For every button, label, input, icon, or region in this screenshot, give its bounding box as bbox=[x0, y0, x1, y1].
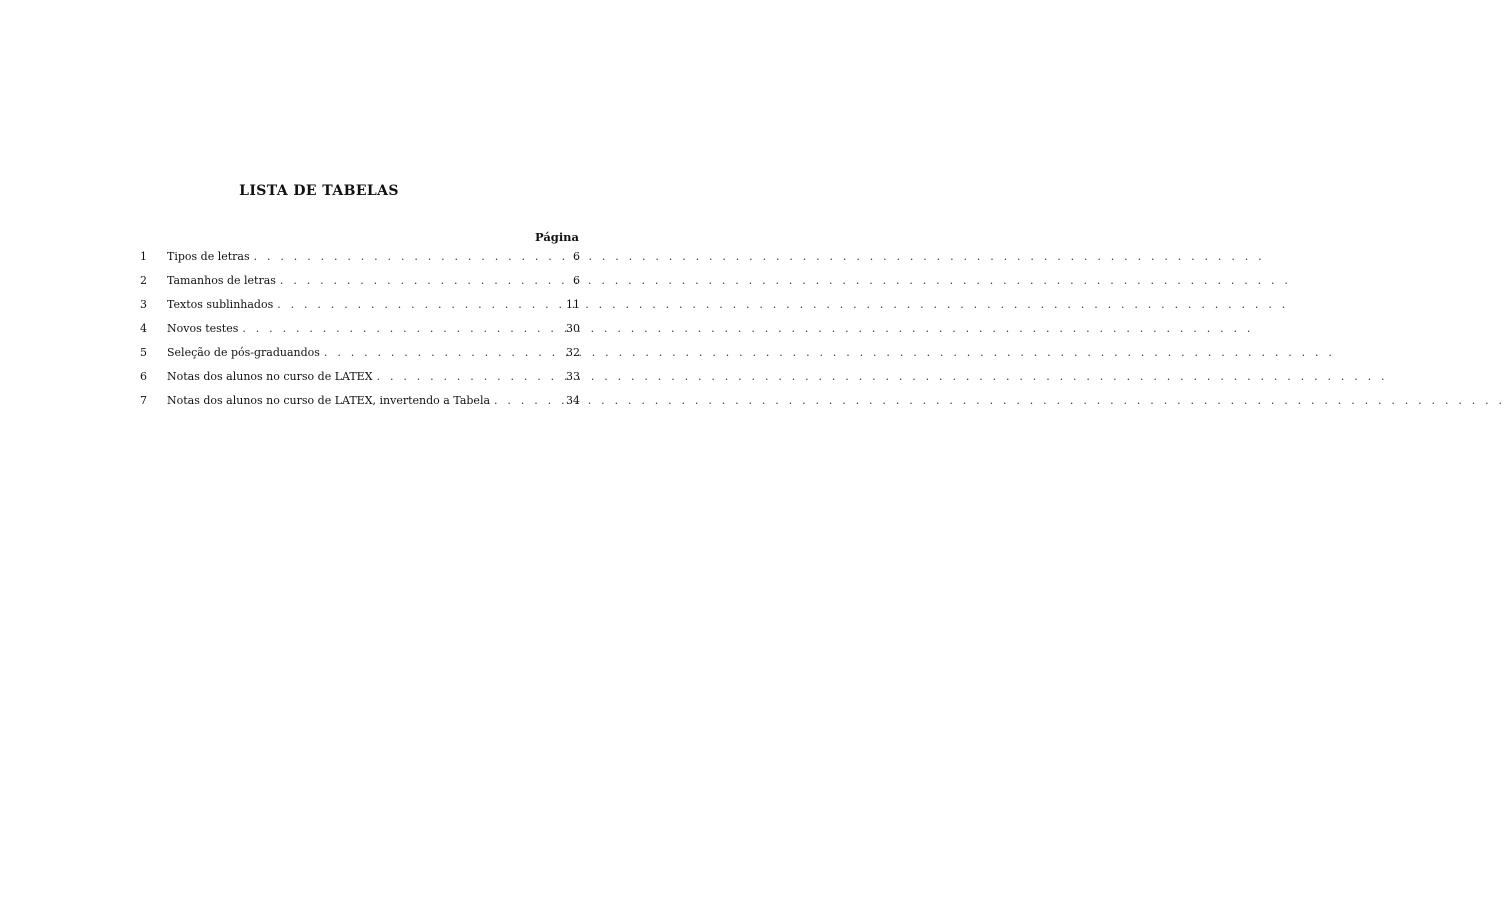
table-entry-1[interactable] bbox=[140, 250, 580, 274]
entry-caption: Notas dos alunos no curso de LATEX, invertendo a Tabela bbox=[167, 394, 491, 407]
dot-leader bbox=[254, 250, 554, 263]
dot-leader bbox=[494, 394, 554, 407]
table-entry-4[interactable] bbox=[140, 322, 580, 346]
entry-caption: Tamanhos de letras bbox=[167, 274, 276, 287]
entry-caption: Notas dos alunos no curso de LATEX bbox=[167, 370, 373, 383]
entry-caption: Textos sublinhados bbox=[167, 298, 274, 311]
entry-caption: Seleção de pós-graduandos bbox=[167, 346, 320, 359]
table-entry-5[interactable] bbox=[140, 346, 580, 370]
entry-number: 6 bbox=[140, 370, 147, 383]
entry-page: 32 bbox=[566, 346, 580, 359]
dot-leader bbox=[280, 274, 554, 287]
page-column-header: Página bbox=[534, 230, 579, 244]
entry-page: 34 bbox=[566, 394, 580, 407]
entry-number: 5 bbox=[140, 346, 147, 359]
entry-page: 30 bbox=[566, 322, 580, 335]
entry-number: 2 bbox=[140, 274, 147, 287]
entry-page: 11 bbox=[566, 298, 580, 311]
dot-leader bbox=[324, 346, 554, 359]
entry-number: 7 bbox=[140, 394, 147, 407]
table-list bbox=[140, 250, 580, 418]
entry-page: 33 bbox=[566, 370, 580, 383]
entry-page: 6 bbox=[573, 274, 580, 287]
dot-leader bbox=[242, 322, 554, 335]
table-entry-6[interactable] bbox=[140, 370, 580, 394]
dot-leader bbox=[277, 298, 554, 311]
table-entry-7[interactable] bbox=[140, 394, 580, 418]
entry-number: 4 bbox=[140, 322, 147, 335]
dot-leader bbox=[377, 370, 554, 383]
page-title: LISTA DE TABELAS bbox=[239, 183, 399, 199]
table-entry-2[interactable] bbox=[140, 274, 580, 298]
entry-caption: Novos testes bbox=[167, 322, 239, 335]
table-entry-3[interactable] bbox=[140, 298, 580, 322]
entry-number: 3 bbox=[140, 298, 147, 311]
entry-caption: Tipos de letras bbox=[167, 250, 250, 263]
entry-number: 1 bbox=[140, 250, 147, 263]
entry-page: 6 bbox=[573, 250, 580, 263]
